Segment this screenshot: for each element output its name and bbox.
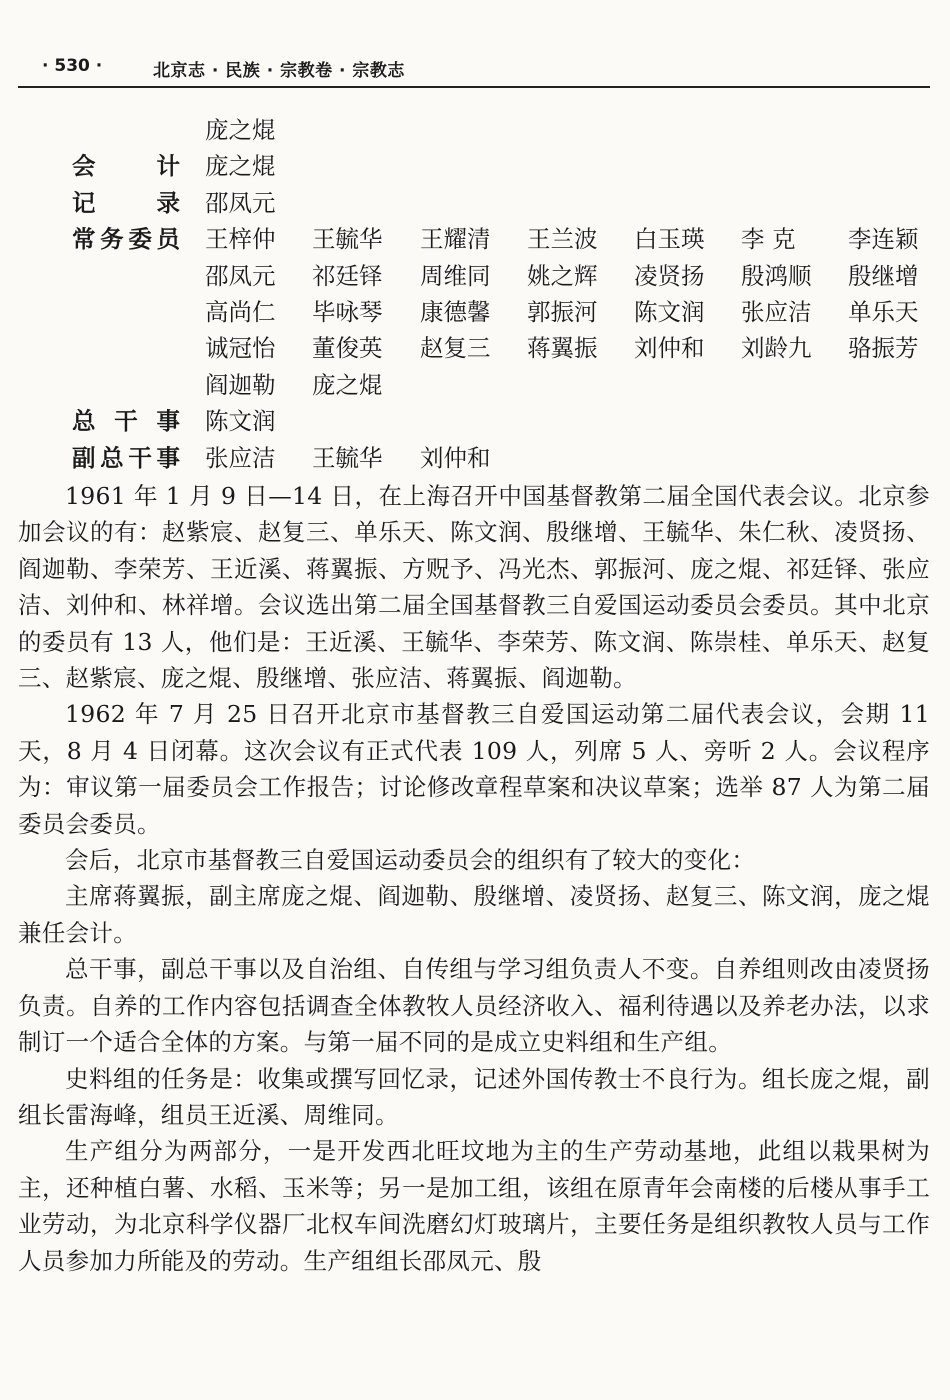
roster-name: 单乐天 [848, 298, 919, 326]
roster-name: 张应洁 [741, 298, 812, 326]
body-text [18, 478, 930, 1279]
roster-row [0, 112, 950, 148]
roster-row [0, 330, 950, 366]
roster-name: 阎迦勒 [205, 370, 276, 399]
roster-name: 王耀清 [420, 225, 491, 254]
roster-row [0, 403, 950, 439]
roster-role: 副总干事 [72, 443, 180, 472]
roster-role: 记录 [72, 188, 180, 217]
roster-name: 邵凤元 [205, 261, 276, 290]
roster-role: 常务委员 [72, 225, 180, 254]
roster-name: 庞之焜 [205, 116, 276, 144]
roster-name: 陈文润 [634, 298, 705, 326]
roster-name: 祁廷铎 [312, 261, 383, 290]
roster-row [0, 258, 950, 294]
roster-name: 庞之焜 [205, 152, 276, 181]
paragraph: 会后，北京市基督教三自爱国运动委员会的组织有了较大的变化： [65, 846, 756, 875]
roster-row [0, 367, 950, 403]
roster-name: 王兰波 [527, 225, 598, 254]
page-number: · 530 · [42, 56, 103, 76]
roster-name: 殷继增 [848, 261, 919, 290]
roster-role: 总干事 [72, 407, 180, 436]
roster-row [0, 294, 950, 330]
roster-name: 骆振芳 [848, 334, 919, 363]
roster-name: 王毓华 [312, 225, 383, 254]
roster-name: 董俊英 [312, 334, 383, 363]
roster-name: 邵凤元 [205, 188, 276, 217]
roster-name: 诚冠怡 [205, 334, 276, 363]
roster-name: 凌贤扬 [634, 261, 705, 290]
roster-name: 赵复三 [420, 334, 491, 363]
roster-name: 李连颖 [848, 225, 919, 254]
roster-name: 毕咏琴 [312, 298, 383, 326]
roster-row [0, 185, 950, 221]
paragraph: 1961 年 1 月 9 日—14 日，在上海召开中国基督教第二届全国代表会议。北京参加会议的有：赵紫宸、赵复三、单乐天、陈文润、殷继增、王毓华、朱仁秋、凌贤扬、阎迦勒、李荣芳、王近溪、蒋翼振、方贶予、冯光杰、郭振河、庞之焜、祁廷铎、张应洁、刘仲和、林祥增。会议选出第二届全国基督教三自爱国运动委员会委员。其中北京的委员有 13 人，他们是：王近溪、王毓华、李荣芳、陈文润、陈崇桂、单乐天、赵复三、赵紫宸、庞之焜、殷继增、张应洁、蒋翼振、阎迦勒。 [18, 482, 930, 693]
header-rule [18, 86, 930, 88]
roster-name: 王梓仲 [205, 225, 276, 254]
roster-name: 周维同 [420, 261, 491, 290]
paragraph: 1962 年 7 月 25 日召开北京市基督教三自爱国运动第二届代表会议，会期 11 天，8 月 4 日闭幕。这次会议有正式代表 109 人，列席 5 人、旁听 2 人。会议程序为：审议第一届委员会工作报告；讨论修改章程草案和决议草案；选举 87 人为第二届委员会委员。 [18, 700, 930, 838]
roster-name: 姚之辉 [527, 261, 598, 290]
roster-name: 王毓华 [312, 443, 383, 472]
roster-name: 庞之焜 [312, 370, 383, 399]
roster-name: 白玉瑛 [634, 225, 705, 254]
book-title: 北京志 · 民族 · 宗教卷 · 宗教志 [153, 61, 405, 81]
roster-name: 陈文润 [205, 407, 276, 436]
roster-name: 刘仲和 [420, 443, 491, 472]
roster-name: 李 克 [741, 225, 796, 254]
roster-name: 高尚仁 [205, 298, 276, 326]
roster-name: 刘龄九 [741, 334, 812, 363]
roster-name: 张应洁 [205, 443, 276, 472]
roster-name: 康德馨 [420, 298, 491, 326]
roster-name: 刘仲和 [634, 334, 705, 363]
roster-role: 会计 [72, 152, 180, 181]
roster-row [0, 221, 950, 257]
paragraph: 总干事，副总干事以及自治组、自传组与学习组负责人不变。自养组则改由凌贤扬负责。自养的工作内容包括调查全体教牧人员经济收入、福利待遇以及养老办法，以求制订一个适合全体的方案。与第一届不同的是成立史料组和生产组。 [18, 955, 930, 1057]
roster-name: 蒋翼振 [527, 334, 598, 363]
roster-name: 郭振河 [527, 298, 598, 326]
paragraph: 史料组的任务是：收集或撰写回忆录，记述外国传教士不良行为。组长庞之焜，副组长雷海峰，组员王近溪、周维同。 [18, 1064, 930, 1129]
paragraph: 主席蒋翼振，副主席庞之焜、阎迦勒、殷继增、凌贤扬、赵复三、陈文润，庞之焜兼任会计。 [18, 882, 930, 947]
roster-row [0, 148, 950, 184]
running-header [20, 54, 930, 82]
paragraph: 生产组分为两部分，一是开发西北旺坟地为主的生产劳动基地，此组以栽果树为主，还种植白薯、水稻、玉米等；另一是加工组，该组在原青年会南楼的后楼从事手工业劳动，为北京科学仪器厂北权车间洗磨幻灯玻璃片，主要任务是组织教牧人员与工作人员参加力所能及的劳动。生产组组长邵凤元、殷 [18, 1137, 930, 1275]
roster-row [0, 440, 950, 476]
roster-name: 殷鸿顺 [741, 261, 812, 290]
